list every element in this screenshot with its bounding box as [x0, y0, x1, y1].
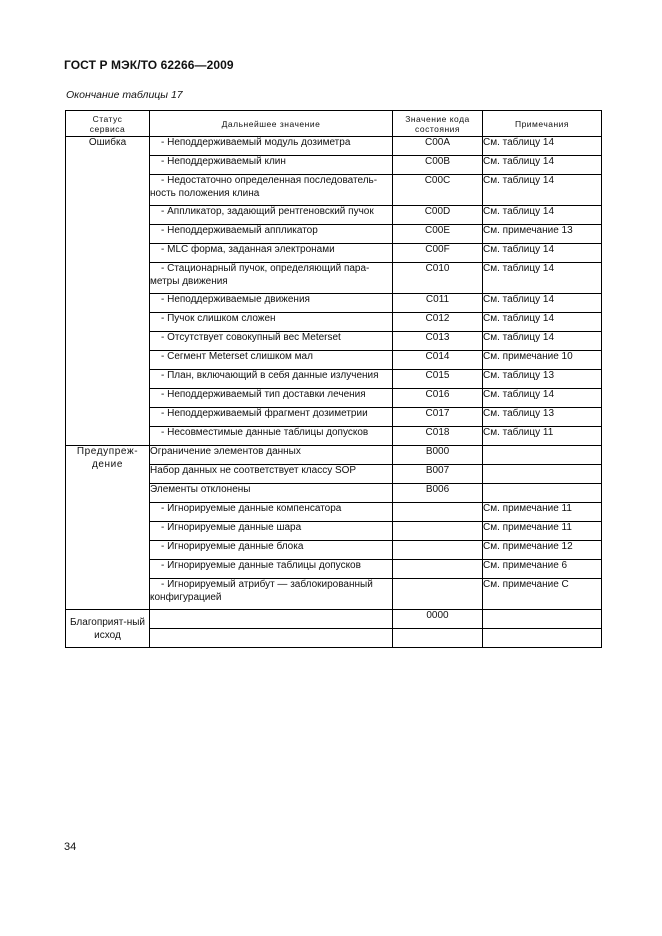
meaning-cell: - Игнорируемые данные компенсатора	[150, 503, 393, 522]
note-cell: См. примечание 6	[483, 560, 602, 579]
meaning-cell: - Игнорируемые данные шара	[150, 522, 393, 541]
code-cell: C018	[393, 427, 483, 446]
meaning-cell: - Неподдерживаемый клин	[150, 156, 393, 175]
note-cell: См. примечание 13	[483, 225, 602, 244]
meaning-cell: - Неподдерживаемый фрагмент дозиметрии	[150, 408, 393, 427]
note-cell: См. таблицу 14	[483, 263, 602, 294]
code-cell	[393, 522, 483, 541]
meaning-cell: - Неподдерживаемый аппликатор	[150, 225, 393, 244]
meaning-cell: Ограничение элементов данных	[150, 446, 393, 465]
meaning-cell: - Пучок слишком сложен	[150, 313, 393, 332]
code-cell: C014	[393, 351, 483, 370]
meaning-cell: - MLC форма, заданная электронами	[150, 244, 393, 263]
note-cell: См. таблицу 11	[483, 427, 602, 446]
code-cell	[393, 579, 483, 610]
code-cell: C00E	[393, 225, 483, 244]
note-cell: См. примечание 11	[483, 522, 602, 541]
code-cell	[393, 541, 483, 560]
document-header: ГОСТ Р МЭК/ТО 62266—2009	[64, 58, 234, 72]
status-cell-warning: Предупреж-дение	[66, 446, 150, 610]
meaning-cell: - Несовместимые данные таблицы допусков	[150, 427, 393, 446]
meaning-cell: Набор данных не соответствует классу SOP	[150, 465, 393, 484]
note-cell: См. таблицу 14	[483, 206, 602, 225]
code-cell: 0000	[393, 610, 483, 629]
table-row	[66, 610, 602, 629]
note-cell: См. примечание C	[483, 579, 602, 610]
meaning-cell: - Аппликатор, задающий рентгеновский пучок	[150, 206, 393, 225]
code-cell: B007	[393, 465, 483, 484]
code-cell: C00B	[393, 156, 483, 175]
table-caption: Окончание таблицы 17	[66, 89, 183, 101]
note-cell: См. таблицу 14	[483, 244, 602, 263]
meaning-cell: - Неподдерживаемый модуль дозиметра	[150, 137, 393, 156]
note-cell: См. таблицу 13	[483, 408, 602, 427]
note-cell	[483, 446, 602, 465]
code-cell	[393, 560, 483, 579]
code-cell: C010	[393, 263, 483, 294]
meaning-cell: - Игнорируемые данные блока	[150, 541, 393, 560]
status-table	[65, 110, 602, 648]
code-cell: C015	[393, 370, 483, 389]
note-cell: См. примечание 10	[483, 351, 602, 370]
code-cell: C012	[393, 313, 483, 332]
code-cell: C00D	[393, 206, 483, 225]
status-cell-error: Ошибка	[66, 137, 150, 446]
column-header-code: Значение кода состояния	[393, 111, 483, 137]
note-cell: См. таблицу 14	[483, 175, 602, 206]
note-cell	[483, 629, 602, 648]
meaning-cell: - Сегмент Meterset слишком мал	[150, 351, 393, 370]
status-cell-success: Благоприят-ный исход	[66, 610, 150, 648]
note-cell: См. таблицу 14	[483, 313, 602, 332]
note-cell	[483, 465, 602, 484]
note-cell: См. таблицу 14	[483, 156, 602, 175]
meaning-cell: - Неподдерживаемые движения	[150, 294, 393, 313]
code-cell	[393, 629, 483, 648]
meaning-cell: - Игнорируемый атрибут — заблокированный конфигурацией	[150, 579, 393, 610]
note-cell: См. таблицу 14	[483, 294, 602, 313]
note-cell: См. примечание 12	[483, 541, 602, 560]
note-cell: См. примечание 11	[483, 503, 602, 522]
meaning-cell: - План, включающий в себя данные излучения	[150, 370, 393, 389]
meaning-cell: - Отсутствует совокупный вес Meterset	[150, 332, 393, 351]
note-cell	[483, 484, 602, 503]
code-cell: C00A	[393, 137, 483, 156]
page-number: 34	[64, 841, 77, 853]
note-cell: См. таблицу 14	[483, 332, 602, 351]
code-cell: B006	[393, 484, 483, 503]
table-row	[66, 137, 602, 156]
column-header-meaning: Дальнейшее значение	[150, 111, 393, 137]
code-cell: C011	[393, 294, 483, 313]
meaning-cell: - Игнорируемые данные таблицы допусков	[150, 560, 393, 579]
code-cell: B000	[393, 446, 483, 465]
note-cell: См. таблицу 13	[483, 370, 602, 389]
code-cell: C00F	[393, 244, 483, 263]
table-header-row	[66, 111, 602, 137]
code-cell: C00C	[393, 175, 483, 206]
meaning-cell: - Недостаточно определенная последователь-ность положения клина	[150, 175, 393, 206]
column-header-status: Статус сервиса	[66, 111, 150, 137]
meaning-cell	[150, 629, 393, 648]
note-cell: См. таблицу 14	[483, 137, 602, 156]
code-cell	[393, 503, 483, 522]
code-cell: C017	[393, 408, 483, 427]
column-header-notes: Примечания	[483, 111, 602, 137]
meaning-cell: - Неподдерживаемый тип доставки лечения	[150, 389, 393, 408]
code-cell: C016	[393, 389, 483, 408]
note-cell	[483, 610, 602, 629]
meaning-cell: Элементы отклонены	[150, 484, 393, 503]
meaning-cell	[150, 610, 393, 629]
code-cell: C013	[393, 332, 483, 351]
note-cell: См. таблицу 14	[483, 389, 602, 408]
table-row	[66, 446, 602, 465]
meaning-cell: - Стационарный пучок, определяющий пара-метры движения	[150, 263, 393, 294]
